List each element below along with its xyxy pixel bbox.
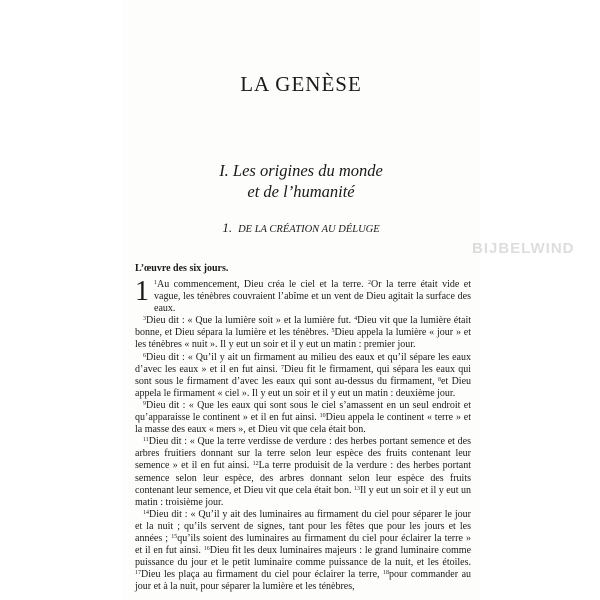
verse-text: Dieu dit : « Que la terre verdisse de verdure : des herbes portant semence et des arbres fruitiers donnant sur la terre selon leur espèce des fruits contenant leur semence » et il en fut ainsi. (135, 436, 471, 472)
verse-number: 15 (171, 533, 178, 540)
part-title-line-1: I. Les origines du monde (219, 161, 383, 180)
paragraph (135, 436, 471, 509)
verse-number: 6 (143, 352, 146, 359)
verse-number: 3 (143, 316, 146, 323)
paragraph (135, 352, 471, 400)
part-title (122, 160, 480, 202)
verse-text: qu’ils soient des luminaires au firmament du ciel pour éclairer la terre » et il en fut ainsi. (135, 532, 471, 557)
verse-text: Dieu dit : « Que la lumière soit » et la lumière fut. (146, 315, 352, 327)
verse-number: 18 (383, 570, 390, 577)
verse-text: Dieu fit le firmament, qui sépara les eaux qui sont sous le firmament d’avec les eaux qui sont au-dessus du firmament, (135, 363, 472, 387)
paragraph (135, 509, 471, 594)
verse-text: et Dieu appela le firmament « ciel ». Il y eut un soir et il y eut un matin : deuxième jour. (135, 375, 472, 399)
subheading: L’œuvre des six jours. (135, 263, 229, 274)
verse-text: pour commander au jour et à la nuit, pour séparer la lumière et les ténèbres, (135, 569, 472, 593)
verse-number: 7 (280, 364, 284, 371)
verse-text: Dieu appela le continent « terre » et la masse des eaux « mers », et Dieu vit que cela était bon. (135, 412, 472, 436)
verse-number: 1 (154, 280, 157, 286)
verse-text: Dieu dit : « Que les eaux qui sont sous le ciel s’amassent en un seul endroit et qu’apparaisse le continent » et il en fut ainsi. (135, 399, 471, 424)
chapter-number: 1 (135, 276, 149, 307)
verse-text: Dieu appela la lumière « jour » et les ténèbres « nuit ». Il y eut un soir et il y eut un matin : premier jour. (135, 327, 472, 351)
verse-text: Dieu dit : « Qu’il y ait un firmament au milieu des eaux et qu’il sépare les eaux d’avec les eaux » et il en fut ainsi. (135, 351, 471, 375)
verse-number: 4 (354, 316, 358, 323)
book-title: LA GENÈSE (240, 72, 362, 96)
verse-text: Dieu fit les deux luminaires majeurs : le grand luminaire comme puissance du jour et le petit luminaire comme puissance de la nuit, et les étoiles. (135, 545, 472, 569)
verse-number: 2 (368, 280, 372, 286)
paragraph (135, 400, 471, 436)
section-title (122, 220, 480, 236)
verse-text: Il y eut un soir et il y eut un matin : troisième jour. (135, 484, 472, 508)
verse-text: Au commencement, Dieu créa le ciel et la terre. (157, 279, 364, 290)
verse-number: 5 (331, 328, 335, 335)
verse-number: 9 (143, 400, 146, 407)
scripture-text (135, 276, 472, 593)
section-number: 1. (222, 220, 233, 235)
section-title-text: DE LA CRÉATION AU DÉLUGE (238, 224, 380, 235)
verse-number: 11 (143, 437, 149, 444)
verse-number: 12 (252, 461, 259, 468)
verse-number: 10 (319, 413, 326, 420)
verse-number: 17 (135, 570, 141, 577)
verse-text: La terre produisit de la verdure : des herbes portant semence selon leur espèce, des arbres donnant selon leur espèce des fruits contenant leur semence, et Dieu vit que cela était bon. (135, 460, 471, 496)
part-title-line-2: et de l’humanité (247, 182, 355, 201)
verse-text: Dieu dit : « Qu’il y ait des luminaires au firmament du ciel pour séparer le jour et la nuit ; qu’ils servent de signes, tant pour les fêtes que pour les jours et les années ; (135, 508, 471, 544)
paragraph (135, 315, 471, 351)
verse-number: 8 (437, 376, 441, 383)
bible-page (122, 0, 575, 600)
watermark: BIJBELWIND (472, 240, 575, 257)
verse-text: Or la terre était vide et vague, les ténèbres couvraient l’abîme et un vent de Dieu agitait la surface des eaux. (154, 279, 472, 315)
verse-number: 16 (203, 546, 210, 553)
paragraph (135, 276, 472, 315)
verse-number: 14 (143, 509, 149, 516)
verse-number: 13 (354, 485, 361, 492)
verse-text: Dieu les plaça au firmament du ciel pour éclairer la terre, (141, 569, 380, 581)
verse-text: Dieu vit que la lumière était bonne, et Dieu sépara la lumière et les ténèbres. (135, 315, 472, 339)
